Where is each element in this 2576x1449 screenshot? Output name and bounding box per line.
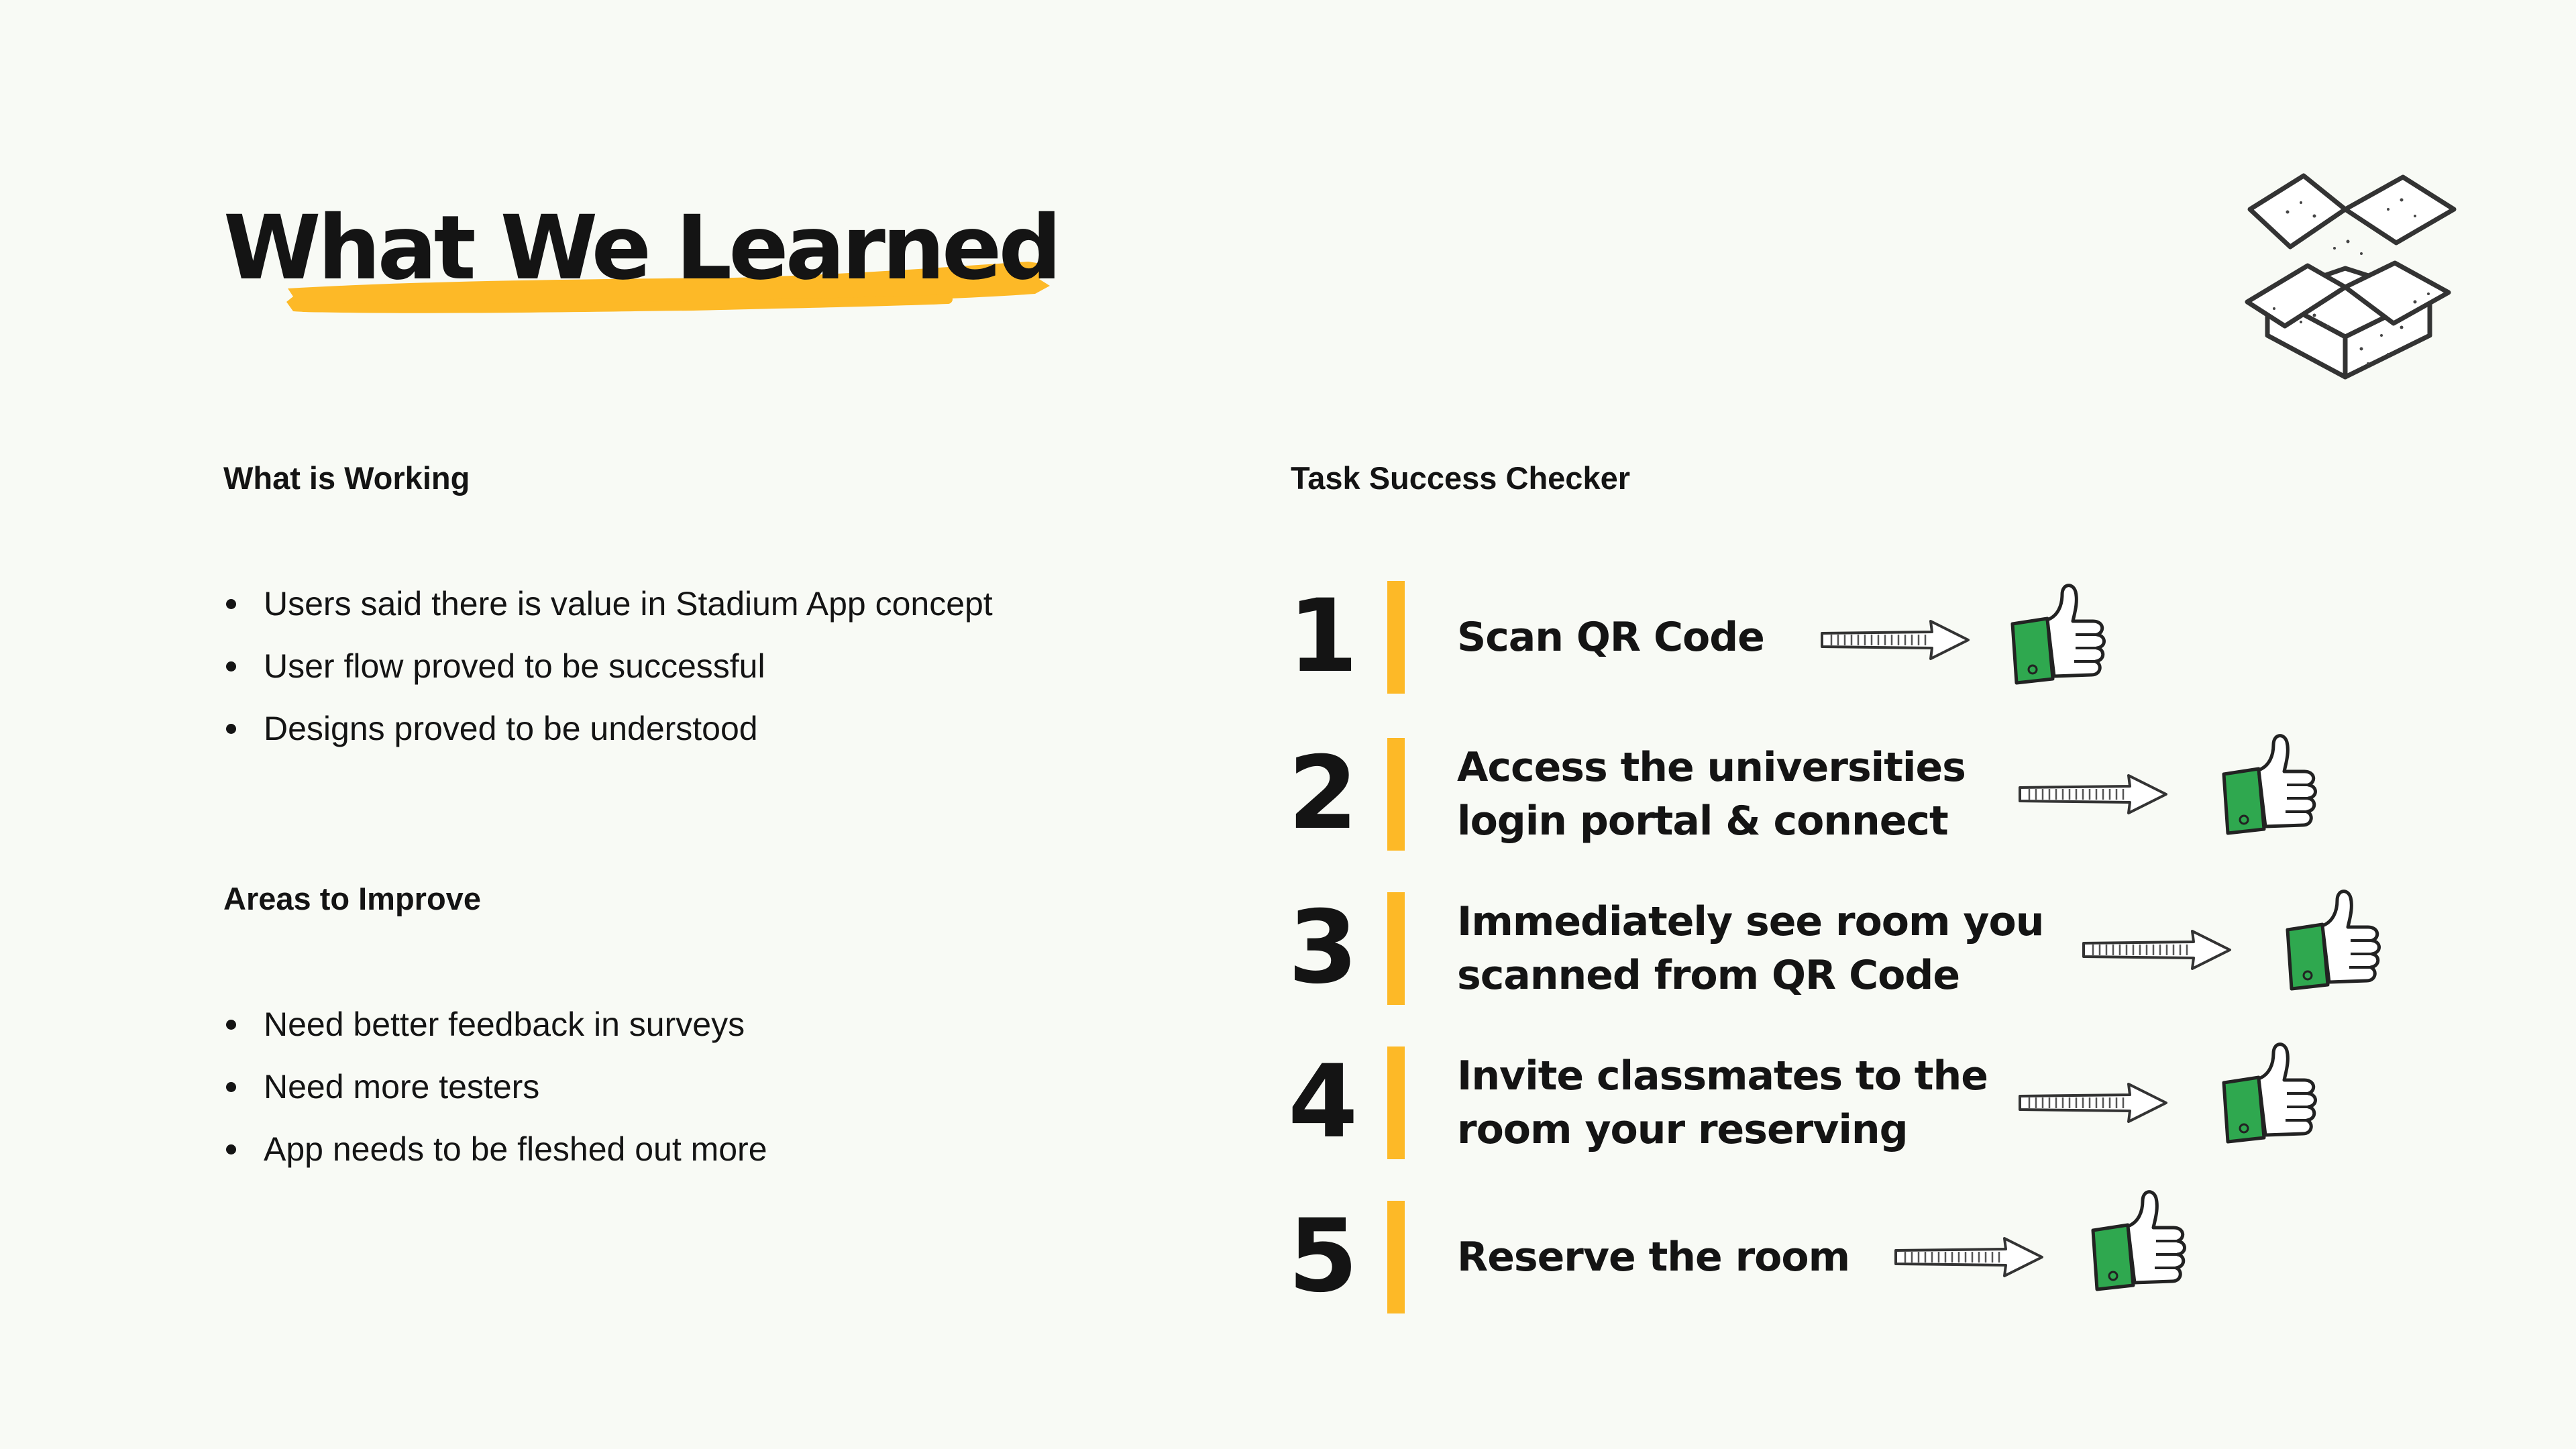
task-row-2 <box>1288 735 2563 853</box>
task-divider-bar <box>1387 1046 1405 1159</box>
list-item-text: User flow proved to be successful <box>264 647 765 685</box>
thumbs-up-icon <box>2281 884 2388 991</box>
arrow-right-icon <box>2080 928 2234 971</box>
improve-heading: Areas to Improve <box>223 881 481 916</box>
bullet-dot <box>226 724 236 734</box>
list-item-text: Need more testers <box>264 1068 540 1106</box>
thumbs-up-icon <box>2217 1037 2324 1144</box>
task-row-4 <box>1288 1044 2563 1161</box>
arrow-right-icon <box>1818 619 1972 661</box>
task-number: 2 <box>1288 735 1358 852</box>
task-label: Access the universities login portal & connect <box>1457 743 1966 845</box>
thumbs-up-icon <box>2086 1185 2194 1292</box>
task-row-1 <box>1288 578 2563 696</box>
task-row-5 <box>1288 1198 2563 1316</box>
bullet-dot <box>226 1082 236 1092</box>
task-divider-bar <box>1387 581 1405 694</box>
list-item <box>223 1129 767 1191</box>
list-item-text: Users said there is value in Stadium App concept <box>264 585 993 623</box>
task-number: 5 <box>1288 1198 1358 1315</box>
page-title: What We Learned <box>223 197 1059 300</box>
task-divider-bar <box>1387 1201 1405 1313</box>
task-label: Scan QR Code <box>1457 613 1764 661</box>
title-group <box>223 195 1069 335</box>
list-item <box>223 1004 767 1067</box>
working-list <box>223 584 993 771</box>
thumbs-up-icon <box>2006 578 2113 686</box>
list-item <box>223 1067 767 1129</box>
task-number: 1 <box>1288 578 1358 695</box>
arrow-right-icon <box>2016 1081 2170 1124</box>
checker-heading: Task Success Checker <box>1291 460 1631 496</box>
list-item <box>223 708 993 771</box>
list-item <box>223 584 993 646</box>
task-label: Reserve the room <box>1457 1233 1850 1281</box>
list-item <box>223 646 993 708</box>
task-number: 3 <box>1288 890 1358 1006</box>
list-item-text: Need better feedback in surveys <box>264 1006 745 1043</box>
task-label: Immediately see room you scanned from QR Code <box>1457 898 2044 999</box>
task-label: Invite classmates to the room your reserving <box>1457 1052 1988 1153</box>
bullet-dot <box>226 661 236 672</box>
list-item-text: App needs to be fleshed out more <box>264 1130 767 1168</box>
task-divider-bar <box>1387 738 1405 851</box>
open-box-icon <box>2234 168 2462 382</box>
improve-list <box>223 1004 767 1191</box>
thumbs-up-icon <box>2217 729 2324 836</box>
bullet-dot <box>226 599 236 609</box>
bullet-dot <box>226 1144 236 1155</box>
list-item-text: Designs proved to be understood <box>264 710 758 747</box>
working-heading: What is Working <box>223 460 470 496</box>
arrow-right-icon <box>2016 773 2170 816</box>
task-number: 4 <box>1288 1044 1358 1161</box>
task-divider-bar <box>1387 892 1405 1005</box>
bullet-dot <box>226 1020 236 1030</box>
arrow-right-icon <box>1892 1236 2046 1279</box>
task-row-3 <box>1288 890 2563 1007</box>
